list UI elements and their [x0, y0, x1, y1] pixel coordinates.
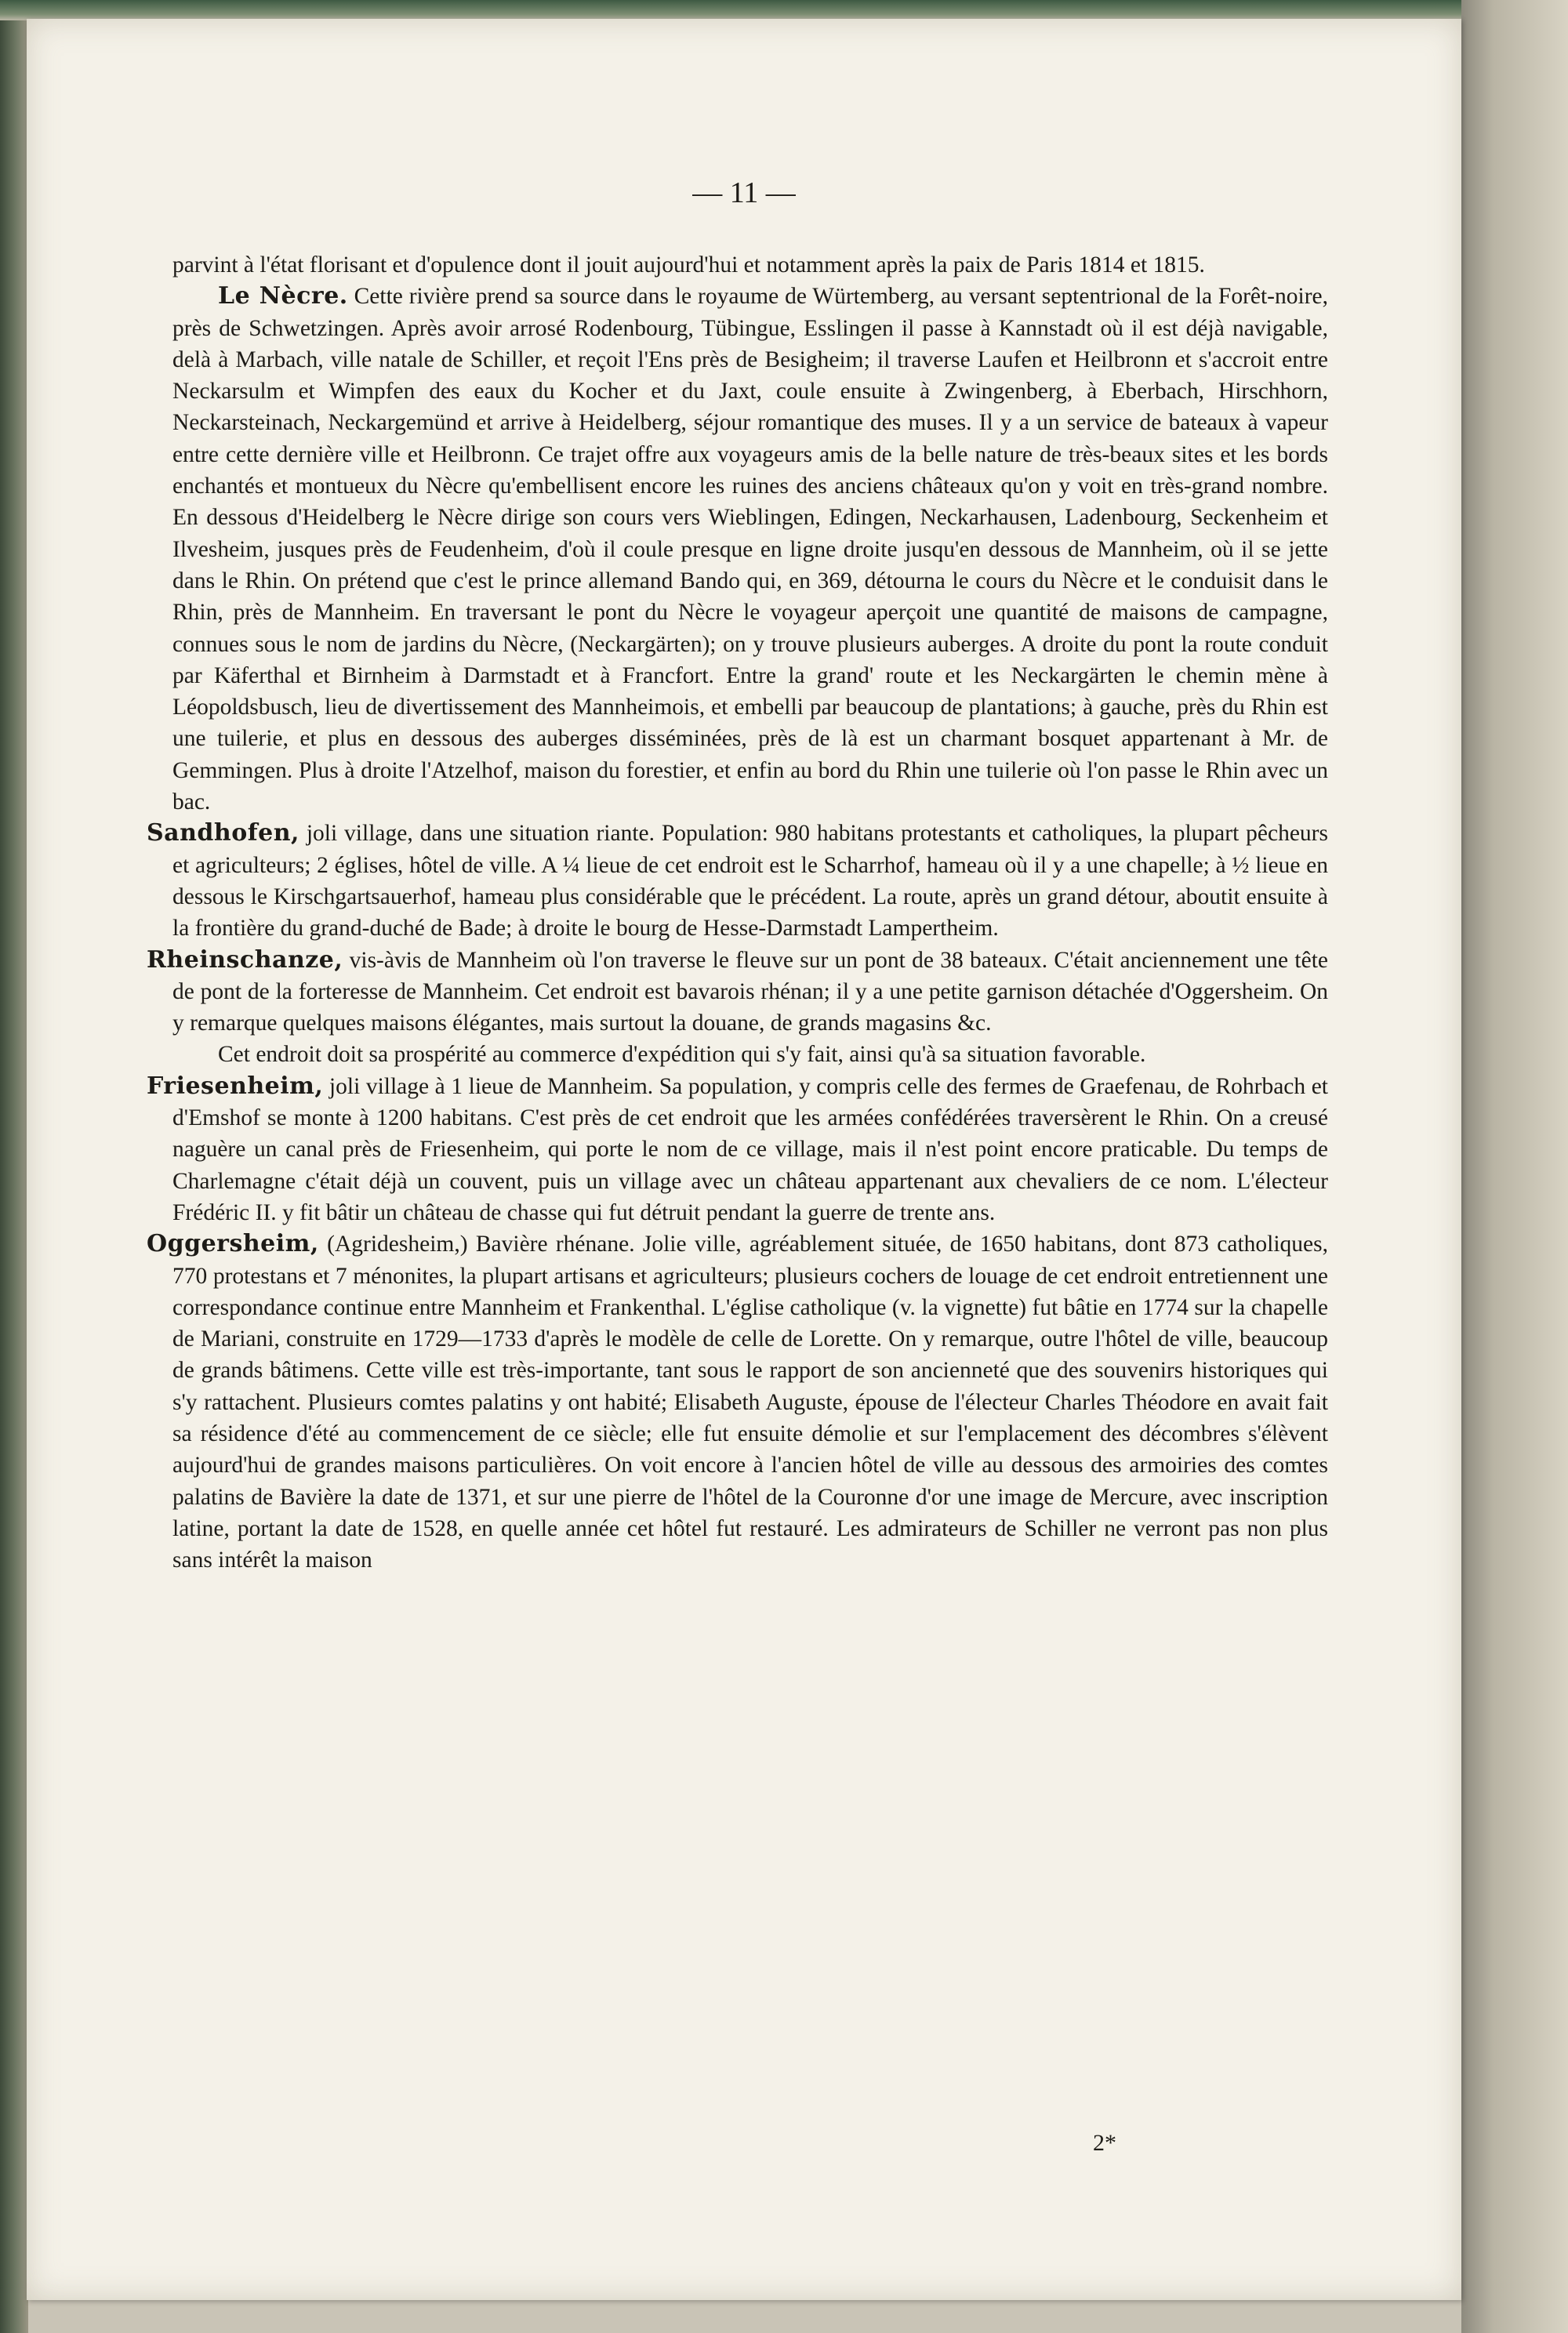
book-binding — [0, 0, 28, 2333]
cover-edge — [0, 0, 1568, 20]
headword: Rheinschanze, — [147, 945, 343, 974]
headword: Friesenheim, — [147, 1072, 324, 1100]
entry-rheinschanze: Rheinschanze, vis-àvis de Mannheim où l'on traverse le fleuve sur un pont de 38 bateaux. C'était anciennement une tête de pont de la forteresse de Mannheim. Cet endroit est bavarois rhénan; il y a une petite garnison détachée d'Oggersheim. On y remarque quelques maisons élégantes, mais surtout la douane, de grands magasins &c. — [147, 945, 1328, 1036]
page-body — [147, 249, 1329, 1576]
page-number: — 11 — — [692, 176, 796, 209]
book-page — [27, 19, 1461, 2300]
entry-friesenheim: Friesenheim, joli village à 1 lieue de Mannheim. Sa population, y compris celle des fermes de Graefenau, de Rohrbach et d'Emshof se monte à 1200 habitans. C'est près de cet endroit que les armées confédérées traversèrent le Rhin. On a creusé naguère un canal près de Friesenheim, qui porte le nom de ce village, mais il n'est point encore praticable. Du temps de Charlemagne c'était déjà un couvent, puis un village avec un château appartenant aux chevaliers de ce nom. L'électeur Frédéric II. y fit bâtir un château de chasse qui fut détruit pendant la guerre de trente ans. — [147, 1072, 1329, 1225]
entry-le-necre: Le Nècre. Cette rivière prend sa source dans le royaume de Würtemberg, au versant septentrional de la Forêt-noire, près de Schwetzingen. Après avoir arrosé Rodenbourg, Tübingue, Esslingen il passe à Kannstadt où il est déjà navigable, delà à Marbach, ville natale de Schiller, et reçoit l'Ens près de Besigheim; il traverse Laufen et Heilbronn et s'accroit entre Neckarsulm et Wimpfen des eaux du Kocher et du Jaxt, coule ensuite à Zwingenberg, à Eberbach, Hirschhorn, Neckarsteinach, Neckargemünd et arrive à Heidelberg, séjour romantique des muses. Il y a un service de bateaux à vapeur entre cette dernière ville et Heilbronn. Ce trajet offre aux voyageurs amis de la belle nature de très-beaux sites et les bords enchantés et montueux du Nècre qu'embellisent encore les ruines des anciens châteaux qu'on y voit en très-grand nombre. En dessous d'Heidelberg le Nècre dirige son cours vers Wieblingen, Edingen, Neckarhausen, Ladenbourg, Seckenheim et Ilvesheim, jusques près de Feudenheim, d'où il coule presque en ligne droite jusqu'en dessous de Mannheim, où il se jette dans le Rhin. On prétend que c'est le prince allemand Bando qui, en 369, détourna le cours du Nècre et le conduisit dans le Rhin, près de Mannheim. En traversant le pont du Nècre le voyageur aperçoit une quantité de maisons de campagne, connues sous le nom de jardins du Nècre, (Neckargärten); on y trouve plusieurs auberges. A droite du pont la route conduit par Käferthal et Birnheim à Darmstadt et à Francfort. Entre la grand' route et les Neckargärten le chemin mène à Léopoldsbusch, lieu de divertissement des Mannheimois, et embelli par beaucoup de plantations; à gauche, près du Rhin est une tuilerie, et plus en dessous des auberges disséminées, près de là est un charmant bosquet appartenant à Mr. de Gemmingen. Plus à droite l'Atzelhof, maison du forestier, et enfin au bord du Rhin une tuilerie où l'on passe le Rhin avec un bac. — [172, 282, 1328, 815]
headword: Oggersheim, — [147, 1230, 319, 1258]
entry-sandhofen: Sandhofen, joli village, dans une situation riante. Population: 980 habitans protestants et catholiques, la plupart pêcheurs et agriculteurs; 2 églises, hôtel de ville. A ¼ lieue de cet endroit est le Scharrhof, hameau où il y a une chapelle; à ½ lieue en dessous le Kirschgartsauerhof, hameau plus considérable que le précédent. La route, après un grand détour, aboutit ensuite à la frontière du grand-duché de Bade; à droite le bourg de Hesse-Darmstadt Lampertheim. — [147, 819, 1328, 942]
paragraph-rheinschanze-cont: Cet endroit doit sa prospérité au commerce d'expédition qui s'y fait, ainsi qu'à sa situation favorable. — [218, 1042, 1146, 1068]
signature-mark: 2* — [1093, 2130, 1116, 2156]
paragraph-continuation: parvint à l'état florisant et d'opulence dont il jouit aujourd'hui et notamment après la paix de Paris 1814 et 1815. — [172, 252, 1205, 278]
headword: Sandhofen, — [147, 819, 299, 847]
entry-oggersheim: Oggersheim, (Agridesheim,) Bavière rhénane. Jolie ville, agréablement située, de 1650 habitans, dont 873 catholiques, 770 protestans et 7 ménonites, la plupart artisans et agriculteurs; plusieurs cochers de louage de cet endroit entretiennent une correspondance continue entre Mannheim et Frankenthal. L'église catholique (v. la vignette) fut bâtie en 1774 sur la chapelle de Mariani, construite en 1729—1733 d'après le modèle de celle de Lorette. On y remarque, outre l'hôtel de ville, beaucoup de grands bâtimens. Cette ville est très-importante, tant sous le rapport de son ancienneté que des souvenirs historiques qui s'y rattachent. Plusieurs comtes palatins y ont habité; Elisabeth Auguste, épouse de l'électeur Charles Théodore en avait fait sa résidence d'été au commencement de ce siècle; elle fut ensuite démolie et sur l'emplacement des décombres s'élèvent aujourd'hui de grandes maisons particulières. On voit encore à l'ancien hôtel de ville au dessous des armoiries des comtes palatins de Bavière la date de 1371, et sur une pierre de l'hôtel de la Couronne d'or une image de Mercure, avec inscription latine, portant la date de 1528, en quelle année cet hôtel fut restauré. Les admirateurs de Schiller ne verront pas non plus sans intérêt la maison — [147, 1230, 1328, 1573]
page-edge-shadow — [1461, 0, 1568, 2333]
headword: Le Nècre. — [218, 282, 348, 310]
